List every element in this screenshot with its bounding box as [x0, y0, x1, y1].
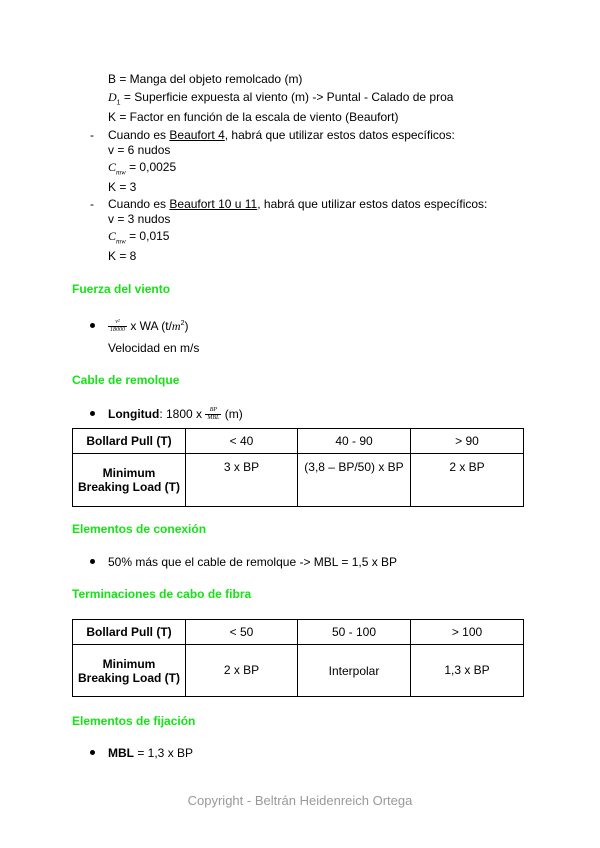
case10-k: K = 8 [108, 249, 137, 263]
table-cell: > 100 [411, 620, 524, 645]
table-cell: 2 x BP [186, 645, 298, 697]
def-b: B = Manga del objeto remolcado (m) [108, 72, 303, 86]
table-header-row [73, 620, 524, 645]
table-cell: < 40 [186, 429, 298, 454]
bullet-icon [90, 411, 95, 416]
table-cell: 2 x BP [411, 454, 524, 507]
wind-note: Velocidad en m/s [108, 341, 200, 355]
case-beaufort10: Cuando es Beaufort 10 u 11, habrá que utilizar estos datos específicos: [108, 197, 488, 211]
heading-wind: Fuerza del viento [72, 282, 171, 296]
table-row [73, 645, 524, 697]
table-cell: Minimum Breaking Load (T) [73, 454, 186, 507]
d-text: = Superficie expuesta al viento (m) -> Puntal - Calado de proa [123, 90, 454, 104]
table-header-row [73, 429, 524, 454]
wind-formula: $\frac{\text{v²}}{18000}$ x WA $(t/m^2)$ [110, 319, 189, 334]
case4-v: v = 6 nudos [108, 143, 171, 157]
dash-bullet: - [90, 197, 94, 211]
cable-fraction: $\frac{BP}{\text{MBL}}$ [207, 407, 220, 422]
case4-k: K = 3 [108, 180, 137, 194]
table-row [73, 454, 524, 507]
dash-bullet: - [90, 128, 94, 142]
length-label: Longitud [108, 407, 160, 421]
fixing-text: MBL = 1,3 x BP [108, 746, 194, 760]
bullet-icon [90, 559, 95, 564]
table-cell: Interpolar [298, 645, 411, 697]
heading-fixing: Elementos de fijación [72, 714, 196, 728]
case4-cmw: $C_{mw} = 0,0025$ [108, 160, 177, 177]
def-d [108, 90, 454, 107]
fiber-mbl-table [72, 619, 524, 697]
heading-cable: Cable de remolque [72, 373, 180, 387]
beaufort4-link: Beaufort 4 [169, 128, 225, 142]
heading-connection: Elementos de conexión [72, 522, 207, 536]
beaufort10-link: Beaufort 10 u 11 [169, 197, 258, 211]
cable-mbl-table [72, 428, 524, 507]
table-cell: 40 - 90 [298, 429, 411, 454]
table-cell: Bollard Pull (T) [73, 429, 186, 454]
def-k: K = Factor en función de la escala de viento (Beaufort) [108, 110, 399, 124]
case-beaufort4: Cuando es Beaufort 4, habrá que utilizar estos datos específicos: [108, 128, 455, 142]
table-cell: Minimum Breaking Load (T) [73, 645, 186, 697]
copyright-footer: Copyright - Beltrán Heidenreich Ortega [187, 793, 413, 808]
table-cell: (3,8 – BP/50) x BP [298, 454, 411, 507]
case10-v: v = 3 nudos [108, 212, 171, 226]
case10-cmw: $C_{mw} = 0,015$ [108, 229, 170, 246]
cable-length: Longitud: 1800 x $\frac{BP}{\text{MBL}}$ (m) [108, 407, 243, 422]
wind-fraction: $\frac{\text{v²}}{18000}$ [110, 319, 125, 334]
table-cell: > 90 [411, 429, 524, 454]
d-symbol: D [108, 90, 117, 104]
table-cell: < 50 [186, 620, 298, 645]
table-cell: Bollard Pull (T) [73, 620, 186, 645]
mbl-label: MBL [108, 746, 134, 760]
connection-text: 50% más que el cable de remolque -> MBL = 1,5 x BP [108, 555, 398, 569]
table-cell: 1,3 x BP [411, 645, 524, 697]
bullet-icon [90, 750, 95, 755]
table-cell: 50 - 100 [298, 620, 411, 645]
d-subscript: 1 [116, 99, 121, 107]
bullet-icon [90, 323, 95, 328]
table-cell: 3 x BP [186, 454, 298, 507]
heading-fiber: Terminaciones de cabo de fibra [72, 587, 252, 601]
